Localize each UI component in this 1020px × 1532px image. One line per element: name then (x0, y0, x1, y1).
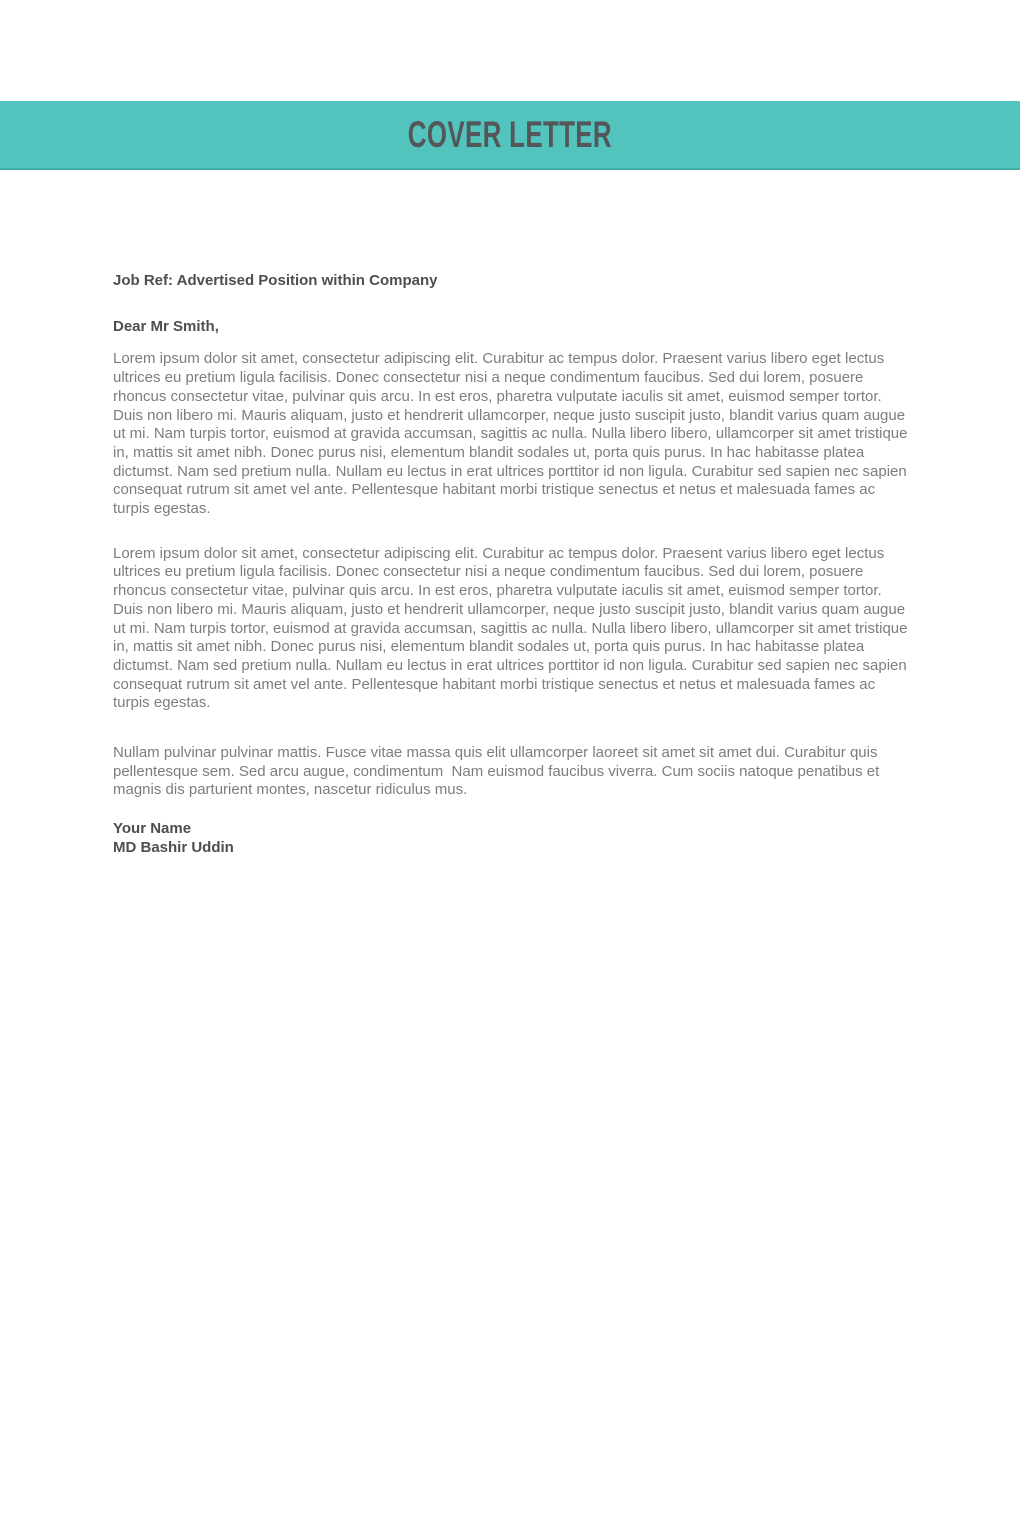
signature-block (113, 820, 914, 857)
page-title: COVER LETTER (407, 114, 613, 155)
closing-paragraph: Nullam pulvinar pulvinar mattis. Fusce vitae massa quis elit ullamcorper laoreet sit amet sit amet dui. Curabitur quis pellentesque sem. Sed arcu augue, condimentum Nam euismod faucibus viverra. Cum sociis natoque penatibus et magnis dis parturient montes, nascetur ridiculus mus. (113, 744, 884, 799)
job-ref-line: Job Ref: Advertised Position within Company (113, 272, 438, 289)
signature-name: Your Name (113, 820, 192, 838)
body-paragraph-2: Lorem ipsum dolor sit amet, consectetur adipiscing elit. Curabitur ac tempus dolor. Praesent varius libero eget lectus ultrices eu pretium ligula facilisis. Donec consectetur nisi a neque condimentum faucibus. Sed dui lorem, posuere rhoncus consectetur vitae, pulvinar quis arcu. In est eros, pharetra vulputate iaculis sit amet, euismod semper tortor. Duis non libero mi. Mauris aliquam, justo et hendrerit ullamcorper, neque justo suscipit justo, blandit varius quam augue ut mi. Nam turpis tortor, euismod at gravida accumsan, sagittis ac nulla. Nulla libero libero, ullamcorper sit amet tristique in, mattis sit amet nibh. Donec purus nisi, elementum blandit sodales ut, porta quis purus. In hac habitasse platea dictumst. Nam sed pretium nulla. Nullam eu lectus in erat ultrices porttitor id non ligula. Curabitur sed sapien nec sapien consequat rutrum sit amet vel ante. Pellentesque habitant morbi tristique senectus et netus et malesuada fames ac turpis egestas. (113, 544, 912, 712)
body-paragraph-1: Lorem ipsum dolor sit amet, consectetur adipiscing elit. Curabitur ac tempus dolor. Praesent varius libero eget lectus ultrices eu pretium ligula facilisis. Donec consectetur nisi a neque condimentum faucibus. Sed dui lorem, posuere rhoncus consectetur vitae, pulvinar quis arcu. In est eros, pharetra vulputate iaculis sit amet, euismod semper tortor. Duis non libero mi. Mauris aliquam, justo et hendrerit ullamcorper, neque justo suscipit justo, blandit varius quam augue ut mi. Nam turpis tortor, euismod at gravida accumsan, sagittis ac nulla. Nulla libero libero, ullamcorper sit amet tristique in, mattis sit amet nibh. Donec purus nisi, elementum blandit sodales ut, porta quis purus. In hac habitasse platea dictumst. Nam sed pretium nulla. Nullam eu lectus in erat ultrices porttitor id non ligula. Curabitur sed sapien nec sapien consequat rutrum sit amet vel ante. Pellentesque habitant morbi tristique senectus et netus et malesuada fames ac turpis egestas. (113, 350, 912, 518)
cover-letter-banner (0, 101, 1020, 170)
letter-body (0, 272, 1020, 858)
salutation: Dear Mr Smith, (113, 317, 219, 335)
signature-fullname: MD Bashir Uddin (113, 838, 234, 856)
